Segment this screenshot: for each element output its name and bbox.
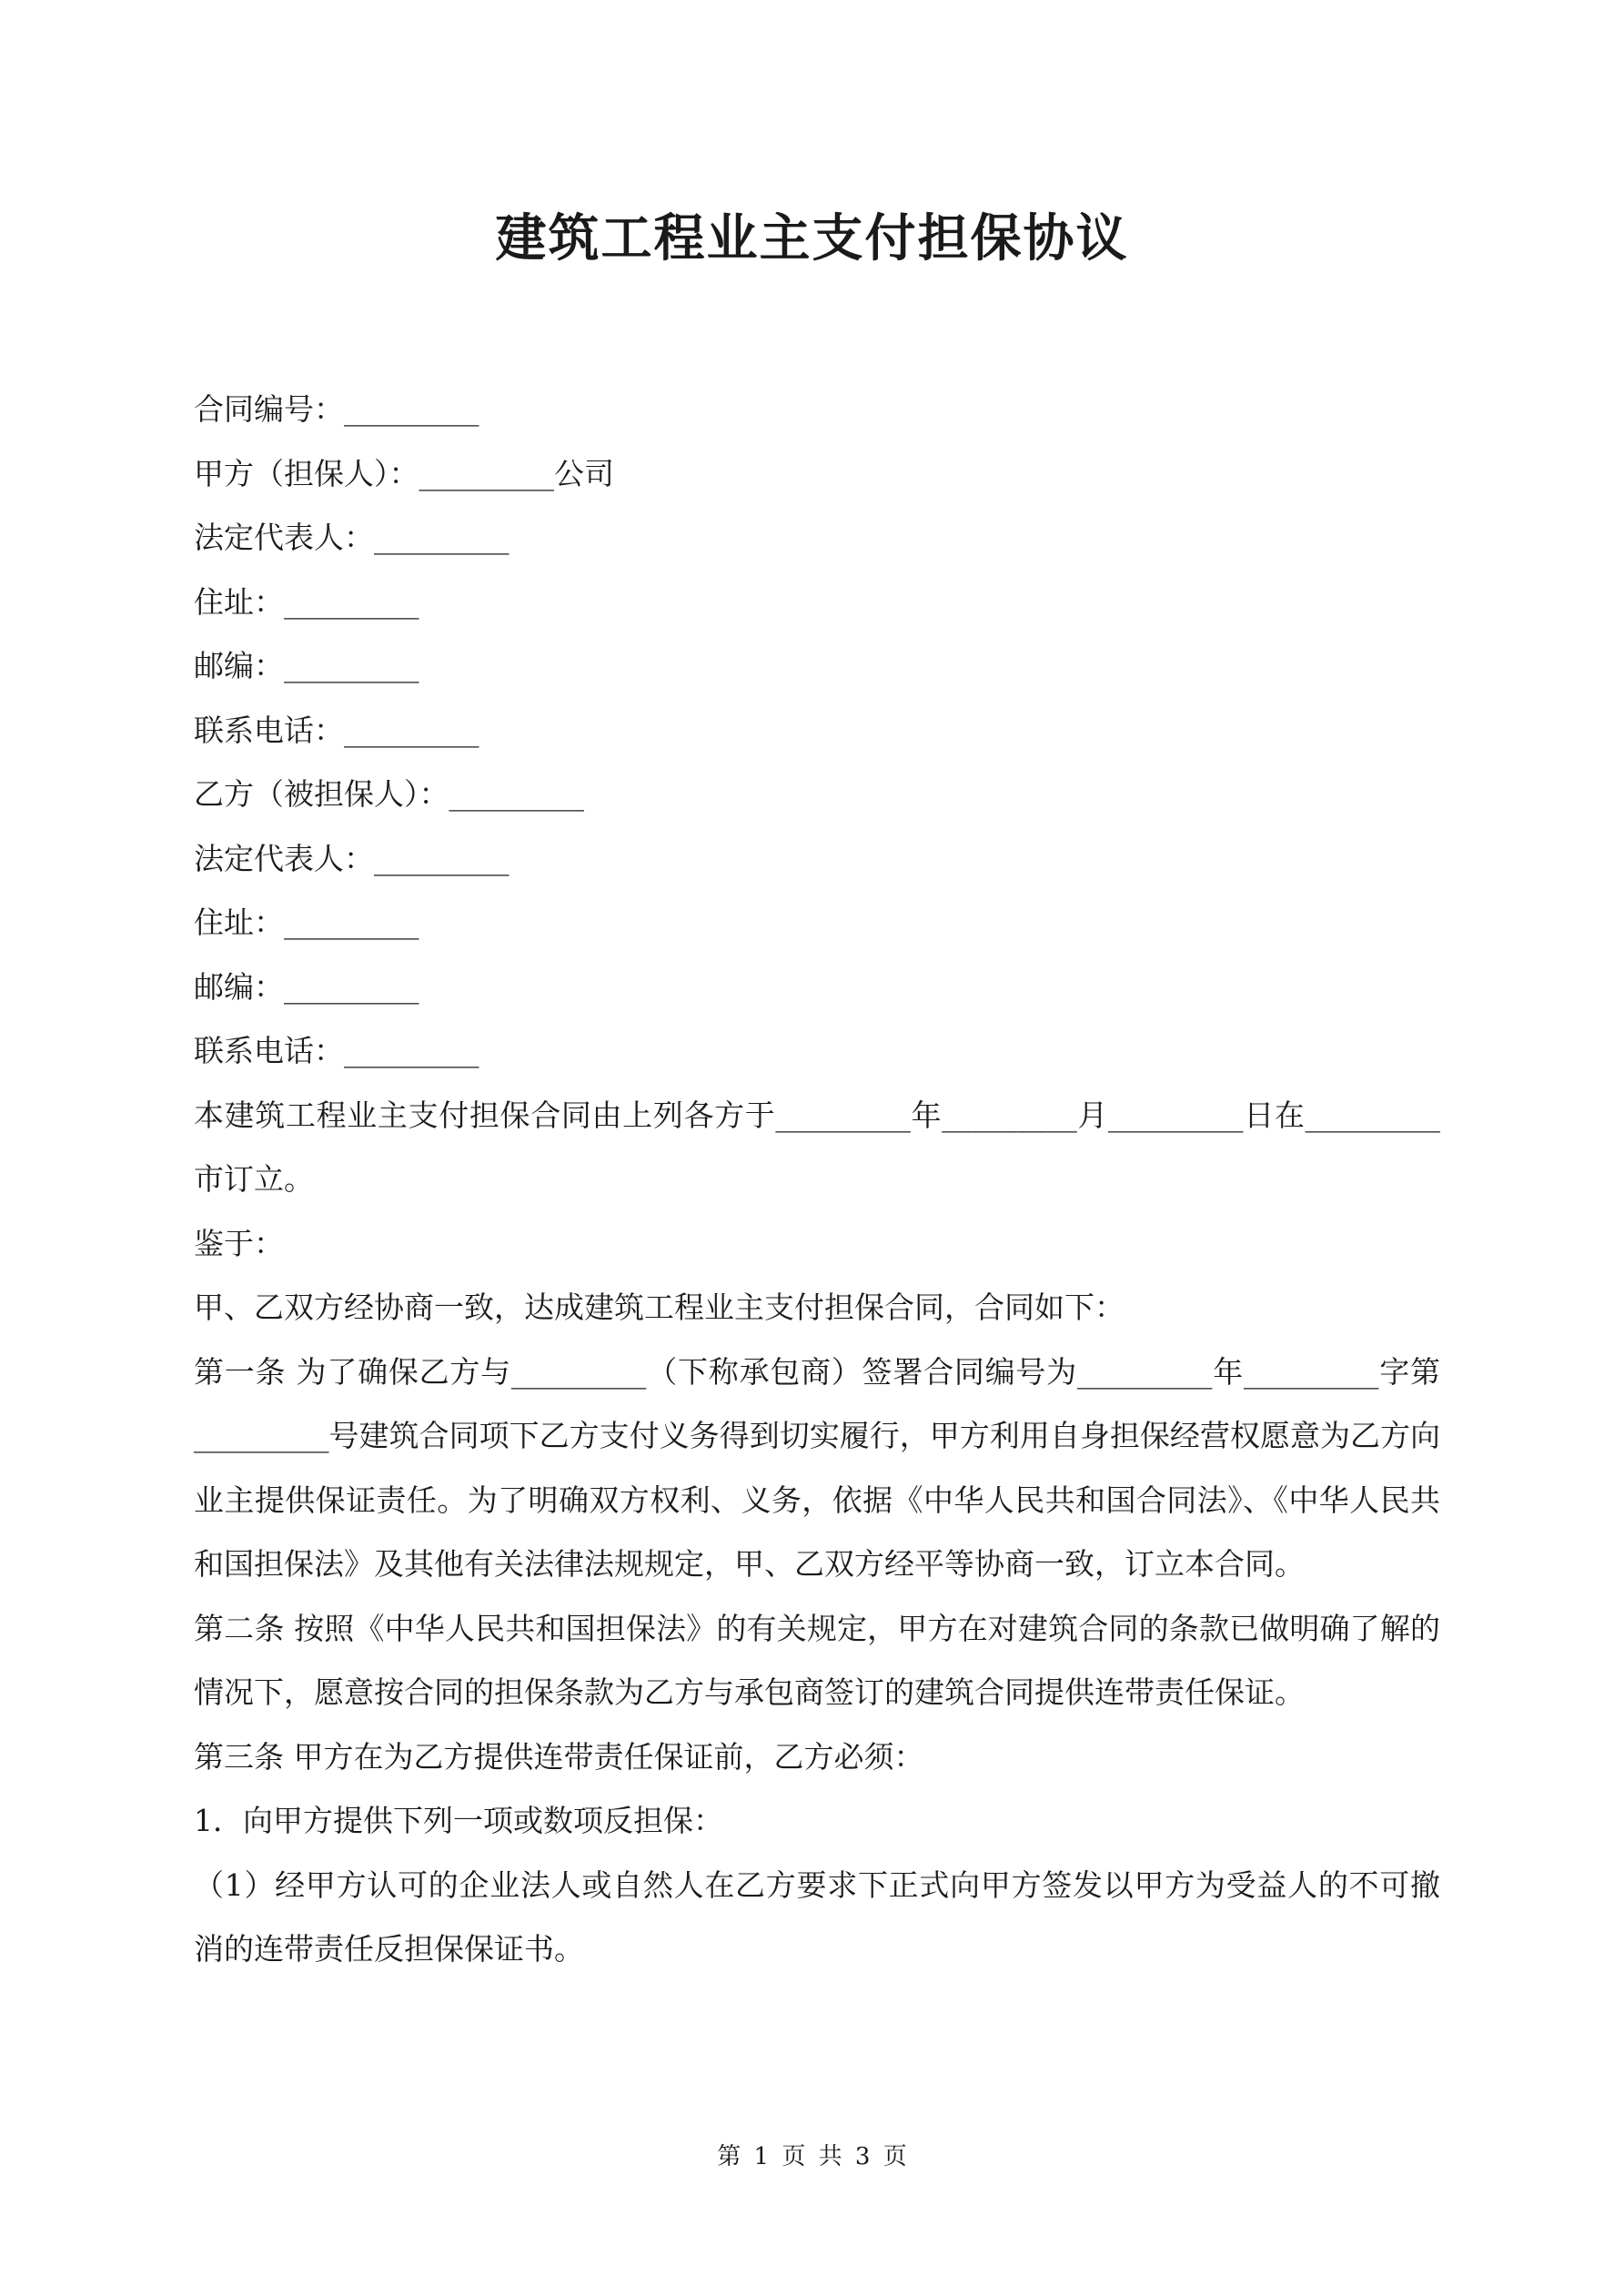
document-title: 建筑工程业主支付担保协议 <box>495 208 1129 268</box>
article-2-paragraph: 第二条 按照《中华人民共和国担保法》的有关规定，甲方在对建筑合同的条款已做明确了解的情况下，愿意按合同的担保条款为乙方与承包商签订的建筑合同提供连带责任保证。 <box>194 1610 1440 1710</box>
party-b-representative-line: 法定代表人：_________ <box>194 840 509 876</box>
party-a-line: 甲方（担保人）：_________公司 <box>194 455 614 491</box>
party-b-phone-line: 联系电话：_________ <box>194 1033 479 1068</box>
article-1-paragraph: 第一条 为了确保乙方与_________（下称承包商）签署合同编号为_________年_________字第_________号建筑合同项下乙方支付义务得到切实履行，甲方利用自身担保经营权愿意为乙方向业主提供保证责任。为了明确双方权利、义务，依据《中华人民共和国合同法》、《中华人民共和国担保法》及其他有关法律法规规定，甲、乙双方经平等协商一致，订立本合同。 <box>194 1353 1440 1582</box>
item-1-1-paragraph: （1）经甲方认可的企业法人或自然人在乙方要求下正式向甲方签发以甲方为受益人的不可撤消的连带责任反担保保证书。 <box>194 1866 1440 1967</box>
page-footer: 第 1 页 共 3 页 <box>717 2143 907 2170</box>
agreement-paragraph: 甲、乙双方经协商一致，达成建筑工程业主支付担保合同，合同如下： <box>194 1290 1125 1325</box>
party-a-postcode-line: 邮编：_________ <box>194 648 419 683</box>
article-3-paragraph: 第三条 甲方在为乙方提供连带责任保证前，乙方必须： <box>194 1738 924 1775</box>
party-b-address-line: 住址：_________ <box>194 905 419 940</box>
document-body <box>194 378 1440 1982</box>
party-b-line: 乙方（被担保人）：_________ <box>194 776 584 812</box>
item-1-paragraph: 1．向甲方提供下列一项或数项反担保： <box>194 1803 723 1838</box>
party-b-postcode-line: 邮编：_________ <box>194 968 419 1005</box>
whereas-line: 鉴于： <box>194 1225 284 1261</box>
contract-number-line: 合同编号：_________ <box>194 391 479 427</box>
party-a-representative-line: 法定代表人：_________ <box>194 520 509 555</box>
intro-paragraph: 本建筑工程业主支付担保合同由上列各方于_________年_________月_________日在_________市订立。 <box>194 1097 1440 1197</box>
party-a-phone-line: 联系电话：_________ <box>194 712 479 748</box>
party-a-address-line: 住址：_________ <box>194 583 419 620</box>
